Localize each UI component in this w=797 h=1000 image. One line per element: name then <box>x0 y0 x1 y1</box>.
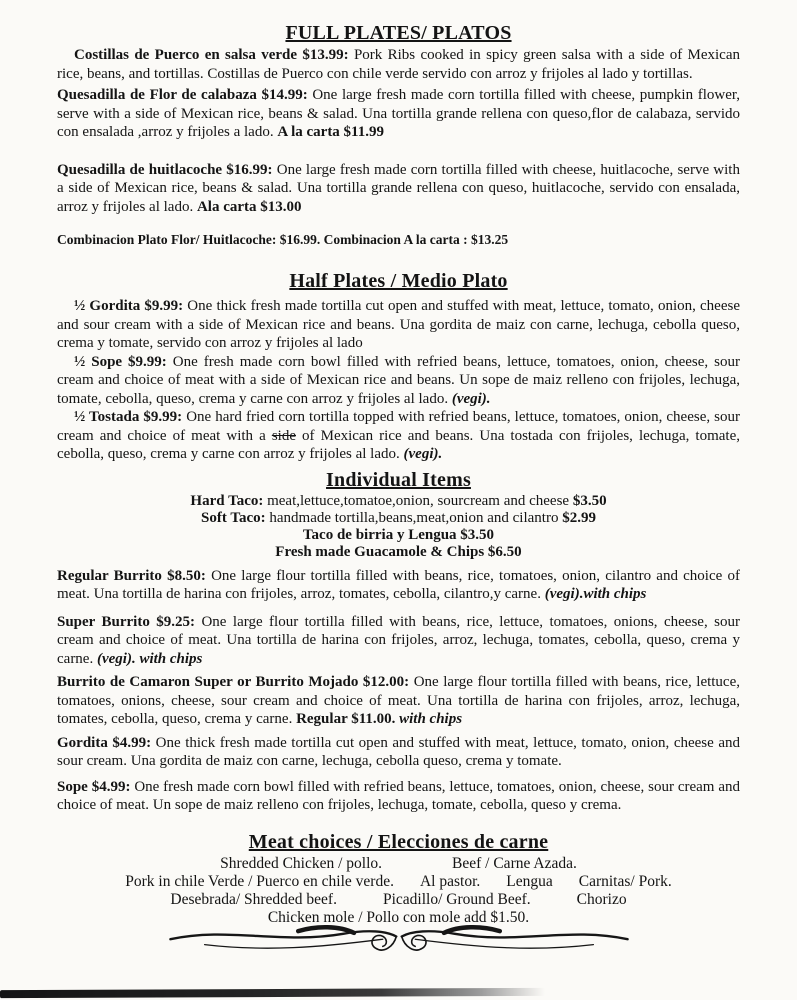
text-run: Quesadilla de Flor de calabaza $14.99: <box>57 87 308 103</box>
section-heading: Individual Items <box>326 468 471 491</box>
menu-item <box>57 86 740 142</box>
menu-item <box>57 567 740 604</box>
text-run: One large flour tortilla filled with beans, rice, lettuce, tomatoes, onions, cheese, sour cream and choice of meat. Una tortilla de harina con frijoles, arroz, lechuga, tomates, cebolla, queso, crema y carne. <box>57 674 740 727</box>
menu-line-item <box>57 493 740 510</box>
menu-item <box>57 231 740 248</box>
text-run: Regular Burrito $8.50: <box>57 567 206 584</box>
menu-item <box>57 778 740 815</box>
text-run: Gordita $4.99: <box>57 734 152 751</box>
menu-line-item <box>57 527 740 544</box>
text-run: One hard fried corn tortilla topped with refried beans, lettuce, tomatoes, onion, cheese, sour cream and choice of meat with a <box>57 409 740 444</box>
flourish-ornament-wrap <box>57 923 740 964</box>
meat-option: Lengua <box>506 872 553 890</box>
text-run: Soft Taco: <box>201 509 266 526</box>
text-run: Combinacion Plato Flor/ Huitlacoche: $16.99. Combinacion A la carta : $13.25 <box>57 232 509 247</box>
text-run: One large fresh made corn tortilla filled with cheese, huitlacoche, serve with a side of Mexican rice, beans & salad. Una tortilla grande rellena con queso, huitlacoche, servido con ensalada, arroz y frijoles al lado. <box>57 161 740 215</box>
meat-option: Carnitas/ Pork. <box>578 872 672 890</box>
meat-choices-row <box>57 891 740 909</box>
text-run: One thick fresh made tortilla cut open and stuffed with meat, lettuce, tomato, onion, cheese and sour cream with a side of Mexican rice and beans. Una gordita de maiz con carne, lechuga, cebolla queso, crema y tomate, servido con arroz y frijoles al lado <box>57 298 740 351</box>
text-run: Costillas de Puerco en salsa verde $13.99: <box>74 47 349 63</box>
menu-item <box>57 408 740 464</box>
menu-blocks <box>57 20 740 927</box>
section-heading: Meat choices / Elecciones de carne <box>248 830 549 853</box>
text-run: $2.99 <box>562 509 596 526</box>
text-run: Hard Taco: <box>190 492 264 509</box>
meat-option: Desebrada/ Shredded beef. <box>170 890 337 908</box>
text-run: A la carta $11.99 <box>277 124 384 140</box>
text-run: with chips <box>399 711 463 727</box>
text-run: Ala carta $13.00 <box>196 198 302 215</box>
meat-choices-row <box>57 855 740 873</box>
text-run: of Mexican rice and beans. Una tostada con frijoles, lechuga, tomate, cebolla, queso, crema y carne con arroz y frijoles al lado. <box>57 427 741 462</box>
text-run: ½ Tostada $9.99: <box>74 409 183 425</box>
menu-item <box>57 734 740 771</box>
menu-item <box>57 161 740 217</box>
menu-line-item <box>57 510 740 527</box>
menu-item <box>57 46 740 83</box>
text-run: Sope $4.99: <box>57 778 131 795</box>
text-run: (vegi). with chips <box>96 650 203 667</box>
text-run: Regular $11.00. <box>296 711 400 727</box>
meat-option: Shredded Chicken / pollo. <box>220 854 383 872</box>
text-run: meat,lettuce,tomatoe,onion, sourcream and cheese <box>263 492 573 509</box>
text-run: Quesadilla de huitlacoche $16.99: <box>57 161 273 178</box>
meat-option: Beef / Carne Azada. <box>452 854 577 872</box>
text-run: handmade tortilla,beans,meat,onion and cilantro <box>265 509 563 526</box>
text-run: $3.50 <box>572 492 607 509</box>
text-run: Burrito de Camaron Super or Burrito Mojado $12.00: <box>57 674 410 690</box>
text-run: (vegi). <box>403 446 443 462</box>
meat-option: Chorizo <box>576 890 627 908</box>
text-run: side <box>271 427 296 444</box>
menu-item <box>57 353 740 409</box>
menu-line-item <box>57 544 740 561</box>
text-run: (vegi). <box>451 390 491 407</box>
menu-item <box>57 613 740 669</box>
meat-option: Picadillo/ Ground Beef. <box>382 890 531 908</box>
text-run: One fresh made corn bowl filled with refried beans, lettuce, tomatoes, onion, cheese, sour cream and choice of meat with a side of Mexican rice and beans. Un sope de maiz relleno con frijoles, lechuga, tomate, cebolla, queso, crema y carne con arroz y frijoles al lado. <box>57 353 740 407</box>
text-run: (vegi).with chips <box>544 586 647 602</box>
text-run: One large flour tortilla filled with beans, rice, tomatoes, onion, cilantro and choice of meat. Una tortilla de harina con frijoles, arroz, tomates, cebolla, cilantro,y carne. <box>57 567 740 602</box>
text-run: ½ Sope $9.99: <box>74 353 167 370</box>
text-run: Super Burrito $9.25: <box>57 613 196 630</box>
menu-item <box>57 297 740 353</box>
text-run: Pork Ribs cooked in spicy green salsa with a side of Mexican rice, beans, and tortillas. Costillas de Puerco con chile verde servido con arroz y frijoles al lado y tortillas. <box>57 47 741 82</box>
text-run: One thick fresh made tortilla cut open and stuffed with meat, lettuce, tomato, onion, cheese and sour cream. Una gordita de maiz con carne, lechuga, cebolla queso, crema y tomate. <box>57 734 740 769</box>
section-heading: Half Plates / Medio Plato <box>289 270 508 292</box>
flourish-ornament-icon <box>139 923 659 959</box>
text-run: One large fresh made corn tortilla filled with cheese, pumpkin flower, serve with a side of Mexican rice, beans & salad. Una tortilla grande rellena con queso,flor de calabaza, servido con ensalada ,arroz y frijoles a lado. <box>57 87 741 140</box>
meat-option: Chicken mole / Pollo con mole add $1.50. <box>267 908 530 926</box>
scan-artifact-smudge <box>0 988 545 998</box>
meat-choices-row <box>57 873 740 891</box>
section-heading: FULL PLATES/ PLATOS <box>285 22 512 44</box>
meat-option: Pork in chile Verde / Puerco en chile verde. <box>125 872 394 890</box>
text-run: One large flour tortilla filled with beans, rice, lettuce, tomatoes, onions, cheese, sour cream and choice of meat. Una tortilla de harina con frijoles, arroz, lechuga, tomates, cebolla, queso, crema y carne. <box>57 613 740 667</box>
text-run: Taco de birria y Lengua $3.50 <box>302 526 495 543</box>
text-run: Fresh made Guacamole & Chips $6.50 <box>275 543 522 560</box>
text-run: ½ Gordita $9.99: <box>74 298 184 314</box>
menu-item <box>57 673 740 729</box>
text-run: One fresh made corn bowl filled with refried beans, lettuce, tomatoes, onion, cheese, sour cream and choice of meat. Un sope de maiz relleno con frijoles, lechuga, tomate, cebolla, queso y crema. <box>57 778 740 813</box>
meat-option: Al pastor. <box>419 872 481 890</box>
